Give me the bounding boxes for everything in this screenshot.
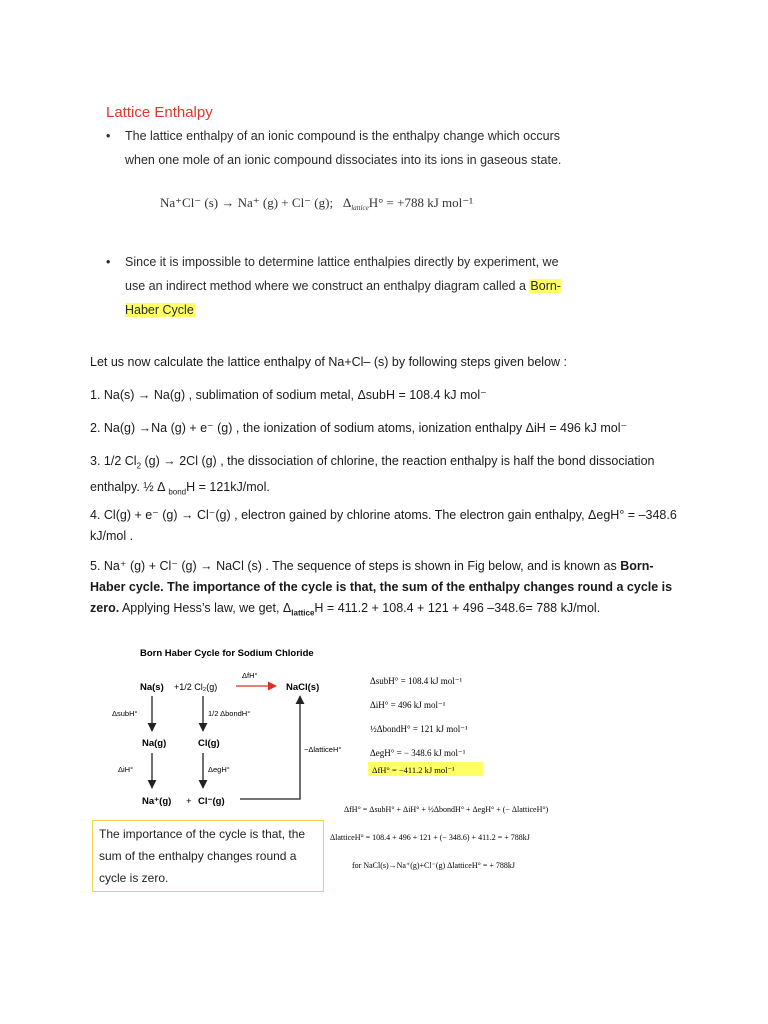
label-plus: + — [186, 796, 192, 807]
step-2: 2. Na(g) →Na (g) + e⁻ (g) , the ionization of sodium atoms, ionization enthalpy ΔiH = 496 kJ mol⁻ — [90, 421, 628, 435]
bullet-glyph: • — [106, 129, 111, 143]
step-5: 5. Na⁺ (g) + Cl⁻ (g) → NaCl (s) . The sequence of steps is shown in Fig below, and is known as Born-Haber cycle. The importance of the cycle is that, the sum of the enthalpy changes round a cycle is zero. Applying Hess’s law, we get, $\Delta_{lattice}H = 411.2 + 108.4 + 121 + 496$ –348.6= 788 kJ/mol. — [90, 559, 673, 618]
diagram-title: Born Haber Cycle for Sodium Chloride — [140, 648, 314, 659]
section-title: Lattice Enthalpy — [106, 104, 213, 121]
lattice-calculation: ΔlatticeH° = 108.4 + 496 + 121 + (− 348.6) + 411.2 = + 788kJ — [330, 833, 530, 842]
result-bond: ½ΔbondH° = 121 kJ mol⁻¹ — [370, 724, 468, 734]
step-3: 3. 1/2 $Cl_2$ (g) → 2Cl (g) , the dissociation of chlorine, the reaction enthalpy is half the bond dissociation enthalpy. ½ Δ $_{bond}$H = 121kJ/mol. — [90, 454, 655, 496]
label-nacl-s: NaCl(s) — [286, 682, 320, 693]
label-cl-g: Cl(g) — [198, 738, 220, 749]
label-cl-minus: Cl⁻(g) — [198, 796, 225, 807]
step-1: 1. Na(s) → Na(g) , sublimation of sodium metal, ΔsubH = 108.4 kJ mol⁻ — [90, 388, 487, 402]
step-4: 4. Cl(g) + e⁻ (g) → Cl⁻(g) , electron gained by chlorine atoms. The electron gain enthalpy, ΔegH° = –348.6 kJ/mol . — [90, 508, 677, 543]
lattice-equation: Na⁺Cl⁻ (s) → Na⁺ (g) + Cl⁻ (g); $\Delta_{lattice}H^\circ = +788$ kJ mol⁻¹ — [160, 195, 473, 212]
label-na-g: Na(g) — [142, 738, 167, 749]
label-half-cl2: +1/2 Cl₂(g) — [174, 682, 218, 692]
result-f: ΔfH° = −411.2 kJ mol⁻¹ — [372, 765, 455, 775]
label-half-bond: 1/2 ΔbondH° — [208, 709, 251, 718]
label-na-s: Na(s) — [140, 682, 164, 693]
bullet-text: Since it is impossible to determine lattice enthalpies directly by experiment, we use an indirect method where we construct an enthalpy diagram called a Born-Haber Cycle — [125, 255, 561, 317]
label-d-sub: ΔsubH° — [112, 709, 138, 718]
label-delta-f-top: ΔfH° — [242, 671, 258, 680]
label-d-eg: ΔegH° — [208, 765, 230, 774]
sum-equation: ΔfH° = ΔsubH° + ΔiH° + ½ΔbondH° + ΔegH° + (− ΔlatticeH°) — [344, 805, 549, 814]
highlight-born-haber: Born-Haber Cycle — [125, 279, 561, 317]
bullet-glyph: • — [106, 255, 111, 269]
importance-note-box: The importance of the cycle is that, the sum of the enthalpy changes round a cycle is zero. — [92, 820, 324, 892]
label-na-plus: Na⁺(g) — [142, 796, 172, 807]
result-eg: ΔegH° = − 348.6 kJ mol⁻¹ — [370, 748, 466, 758]
result-i: ΔiH° = 496 kJ mol⁻¹ — [370, 700, 446, 710]
lattice-final: for NaCl(s)→Na⁺(g)+Cl⁻(g) ΔlatticeH° = + 788kJ — [352, 861, 515, 870]
result-sub: ΔsubH° = 108.4 kJ mol⁻¹ — [370, 676, 463, 686]
label-d-i: ΔiH° — [118, 765, 134, 774]
label-d-lattice: −ΔlatticeH° — [304, 745, 342, 754]
intro-paragraph: Let us now calculate the lattice enthalpy of Na+Cl– (s) by following steps given below : — [90, 355, 567, 369]
bullet-text: The lattice enthalpy of an ionic compound is the enthalpy change which occurs when one mole of an ionic compound dissociates into its ions in gaseous state. — [125, 129, 562, 167]
